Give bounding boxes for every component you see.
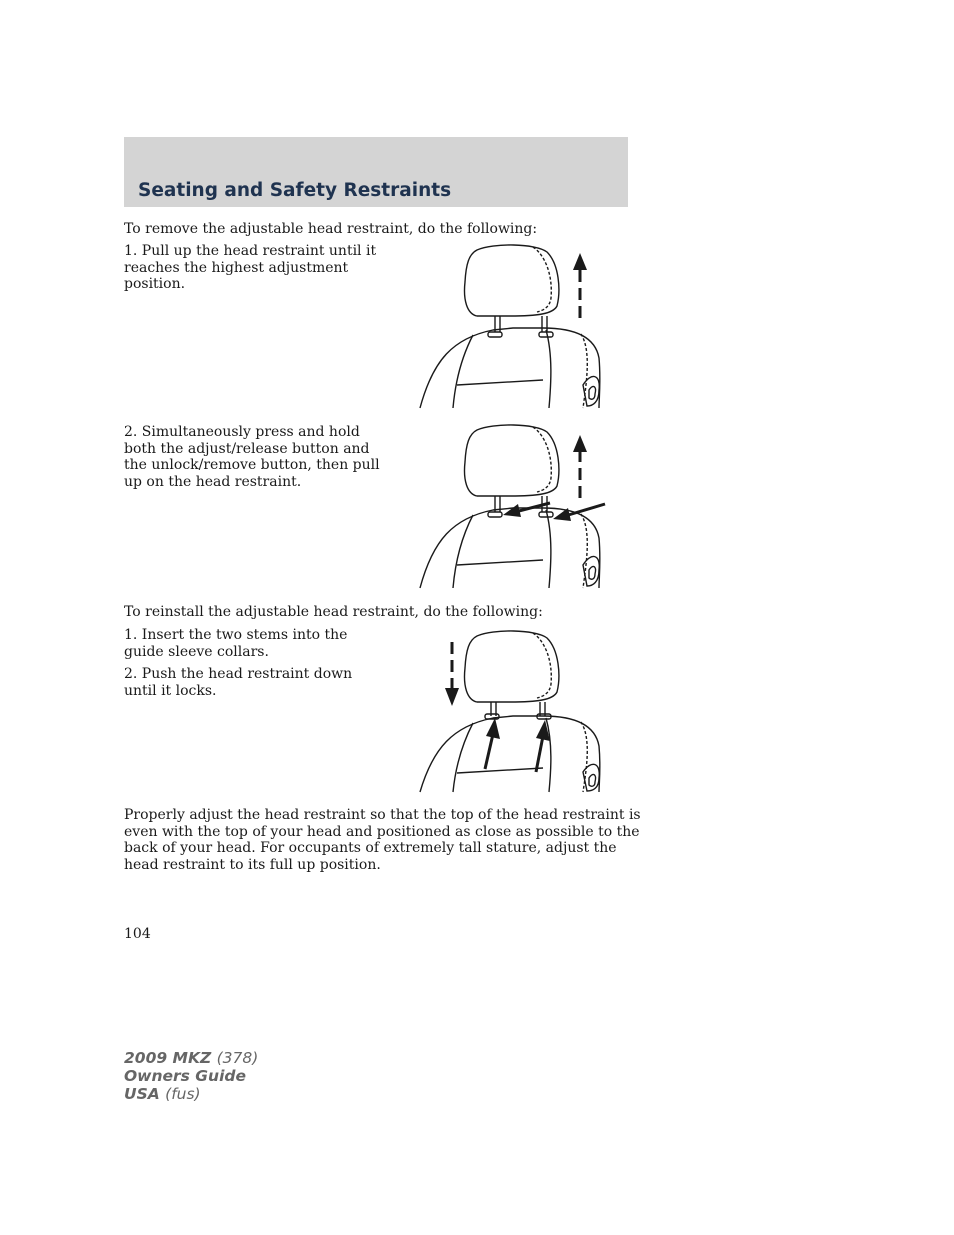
remove-step-2: [124, 424, 380, 490]
footer-model-code: (378): [216, 1049, 259, 1067]
reinstall-step-1: [124, 627, 347, 660]
remove-step-2-line: the unlock/remove button, then pull: [124, 457, 380, 473]
head-restraint-pull-up-illustration: [415, 240, 615, 412]
remove-step-2-line: both the adjust/release button and: [124, 440, 370, 457]
advice-line: even with the top of your head and positioned as close as possible to the: [124, 823, 640, 840]
remove-step-1: [124, 243, 376, 293]
remove-step-2-line: 2. Simultaneously press and hold: [124, 424, 360, 440]
footer-document-id: [124, 1049, 258, 1103]
head-restraint-reinstall-illustration: [415, 626, 615, 796]
reinstall-step-1-line: 1. Insert the two stems into the: [124, 627, 348, 643]
remove-step-1-line: 1. Pull up the head restraint until it: [124, 243, 377, 259]
head-restraint-press-buttons-illustration: [415, 420, 615, 592]
footer-model: 2009 MKZ: [124, 1049, 212, 1067]
remove-intro: To remove the adjustable head restraint, do the following:: [124, 221, 538, 237]
reinstall-step-2-line: 2. Push the head restraint down: [124, 666, 353, 682]
footer-guide-name: Owners Guide: [124, 1067, 246, 1085]
advice-paragraph: [124, 807, 641, 873]
reinstall-step-2-line: until it locks.: [124, 682, 217, 699]
page-number: 104: [124, 926, 151, 942]
footer-market-code: (fus): [165, 1085, 201, 1103]
advice-line: Properly adjust the head restraint so that the top of the head restraint is: [124, 807, 641, 823]
reinstall-intro: To reinstall the adjustable head restraint, do the following:: [124, 604, 543, 620]
advice-line: head restraint to its full up position.: [124, 856, 381, 873]
remove-step-2-line: up on the head restraint.: [124, 473, 302, 490]
section-title: Seating and Safety Restraints: [138, 180, 452, 201]
remove-step-1-line: reaches the highest adjustment: [124, 259, 349, 276]
advice-line: back of your head. For occupants of extremely tall stature, adjust the: [124, 840, 617, 856]
reinstall-step-1-line: guide sleeve collars.: [124, 643, 269, 660]
section-header-band: [124, 137, 628, 207]
remove-step-1-line: position.: [124, 276, 186, 292]
footer-market: USA: [124, 1085, 160, 1103]
reinstall-step-2: [124, 666, 352, 699]
